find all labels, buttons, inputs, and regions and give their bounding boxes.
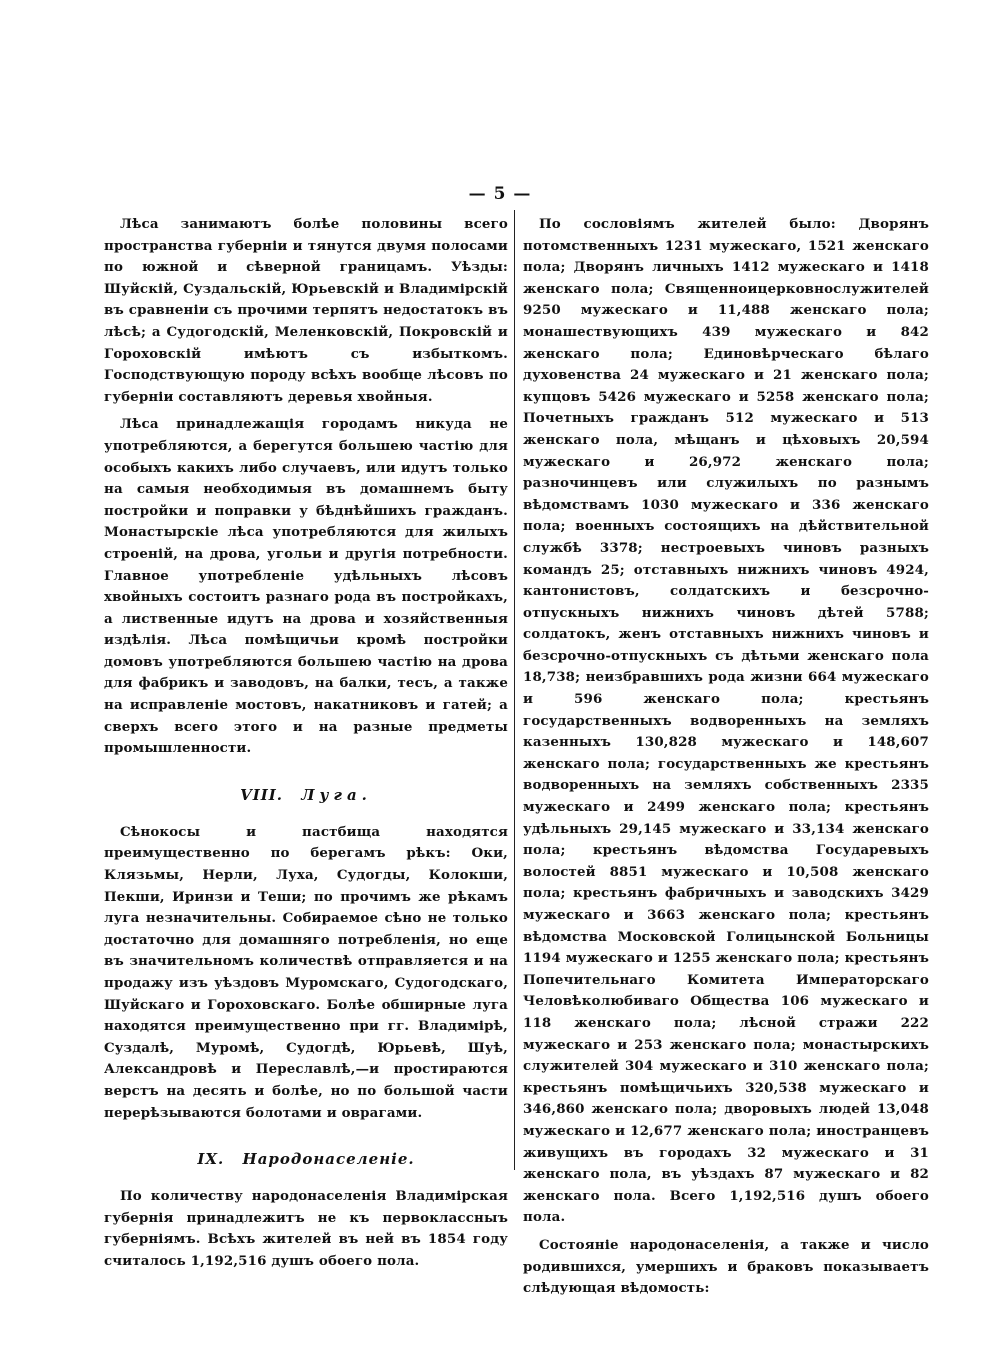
section-heading-population [104,1150,508,1168]
section-heading-meadows [104,786,508,804]
right-column [523,214,929,1300]
left-column [104,214,508,1273]
section-numeral: VIII. [240,785,284,804]
section-numeral: IX. [197,1150,225,1169]
population-state-paragraph: Состояніе народонаселенія, а также и число родившихся, умершихъ и браковъ показываетъ слѣдующая вѣдомость: [523,1236,929,1297]
meadows-paragraph: Сѣнокосы и пастбища находятся преимущественно по берегамъ рѣкъ: Оки, Клязьмы, Нерли, Луха, Судогды, Колокши, Пекши, Иринзи и Теши; по прочимъ же рѣкамъ луга незначительны. Собираемое сѣно не только достаточно для домашняго потребленія, но еще въ значительномъ количествѣ отправляется и на продажу изъ уѣздовъ Муромскаго, Судогодскаго, Шуйскаго и Гороховскаго. Болѣе обширные луга находятся преимущественно при гг. Владимірѣ, Суздалѣ, Муромѣ, Судогдѣ, Юрьевѣ, Шуѣ, Александровѣ и Переславлѣ,—и простираются верстъ на десять и болѣе, но по большой части перерѣзываются болотами и оврагами. [104,823,508,1121]
section-title: Луга. [301,785,372,804]
population-paragraph: По количеству народонаселенія Владимірская губернія принадлежитъ не къ первоклассныъ губерніямъ. Всѣхъ жителей въ ней въ 1854 году считалось 1,192,516 душъ обоего пола. [104,1188,508,1269]
section-title: Народонаселеніе. [242,1150,415,1169]
forests-paragraph-1: Лѣса занимаютъ болѣе половины всего пространства губерніи и тянутся двумя полосами по южной и сѣверной границамъ. Уѣзды: Шуйскій, Суздальскій, Юрьевскій и Владимірскій въ сравненіи съ прочими терпятъ недостатокъ въ лѣсѣ; а Судогодскій, Меленковскій, Покровскій и Гороховскій имѣютъ съ избыткомъ. Господствующую породу всѣхъ вообще лѣсовъ по губерніи составляютъ деревья хвойныя. [104,216,508,405]
estates-paragraph: По сословіямъ жителей было: Дворянъ потомственныхъ 1231 мужескаго, 1521 женскаго пола; Дворянъ личныхъ 1412 мужескаго и 1418 женскаго пола; Священноицерковнослужителей 9250 мужескаго и 11,488 женскаго пола; монашествующихъ 439 мужескаго и 842 женскаго пола; Единовѣрческаго бѣлаго духовенства 24 мужескаго и 21 женскаго пола; купцовъ 5426 мужескаго и 5258 женскаго пола; Почетныхъ гражданъ 512 мужескаго и 513 женскаго пола, мѣщанъ и цѣховыхъ 20,594 мужескаго и 26,972 женскаго пола; разночинцевъ или служилыхъ по разнымъ вѣдомствамъ 1030 мужескаго и 336 женскаго пола; военныхъ состоящихъ на дѣйствительной службѣ 3378; нестроевыхъ чиновъ разныхъ командъ 25; отставныхъ нижнихъ чиновъ 4924, кантонистовъ, солдатскихъ и безсрочно-отпускныхъ нижнихъ чиновъ дѣтей 5788; солдатокъ, женъ отставныхъ нижнихъ чиновъ и безсрочно-отпускныхъ съ дѣтьми женскаго пола 18,738; неизбравшихъ рода жизни 664 мужескаго и 596 женскаго пола; крестьянъ государственныхъ водворенныхъ на земляхъ казенныхъ 130,828 мужескаго и 148,607 женскаго пола; государственныхъ же крестьянъ водворенныхъ на земляхъ собственныхъ 2335 мужескаго и 2499 женскаго пола; крестьянъ удѣльныхъ 29,145 мужескаго и 33,134 женскаго пола; крестьянъ вѣдомства Государевыхъ волостей 8851 мужескаго и 10,508 женскаго пола; крестьянъ фабричныхъ и заводскихъ 3429 мужескаго и 3663 женскаго пола; крестьянъ вѣдомства Московской Голицынской Больницы 1194 мужескаго и 1255 женскаго пола; крестьянъ Попечительнаго Комитета Императорскаго Человѣколюбиваго Общества 106 мужескаго и 118 женскаго пола; лѣсной стражи 222 мужескаго и 253 женскаго пола; монастырскихъ служителей 304 мужескаго и 310 женскаго пола; крестьянъ помѣщичьихъ 320,538 мужескаго и 346,860 женскаго пола; дворовыхъ людей 13,048 мужескаго и 12,677 женскаго пола; иностранцевъ живущихъ въ городахъ 32 мужескаго и 31 женскаго пола, въ уѣздахъ 87 мужескаго и 82 женскаго пола. Всего 1,192,516 душъ обоего пола. [523,216,929,1226]
page-number: — 5 — [468,184,532,204]
forests-paragraph-2: Лѣса принадлежащія городамъ никуда не употребляются, а берегутся большею частію для особыхъ какихъ либо случаевъ, или идутъ только на самыя необходимыя въ домашнемъ быту постройки и поправки у бѣднѣйшихъ гражданъ. Монастырскіе лѣса употребляются для жилыхъ строеній, на дрова, угольи и другія потребности. Главное употребленіе удѣльныхъ лѣсовъ хвойныхъ состоитъ разнаго рода въ постройкахъ, а лиственные идутъ на дрова и хозяйственныя издѣлія. Лѣса помѣщичьи кромѣ постройки домовъ употребляются большею частію на дрова для фабрикъ и заводовъ, на балки, тесъ, а также на исправленіе мостовъ, накатниковъ и гатей; а сверхъ всего этого и на разные предметы промышленности. [104,416,508,757]
column-divider [514,210,515,1170]
